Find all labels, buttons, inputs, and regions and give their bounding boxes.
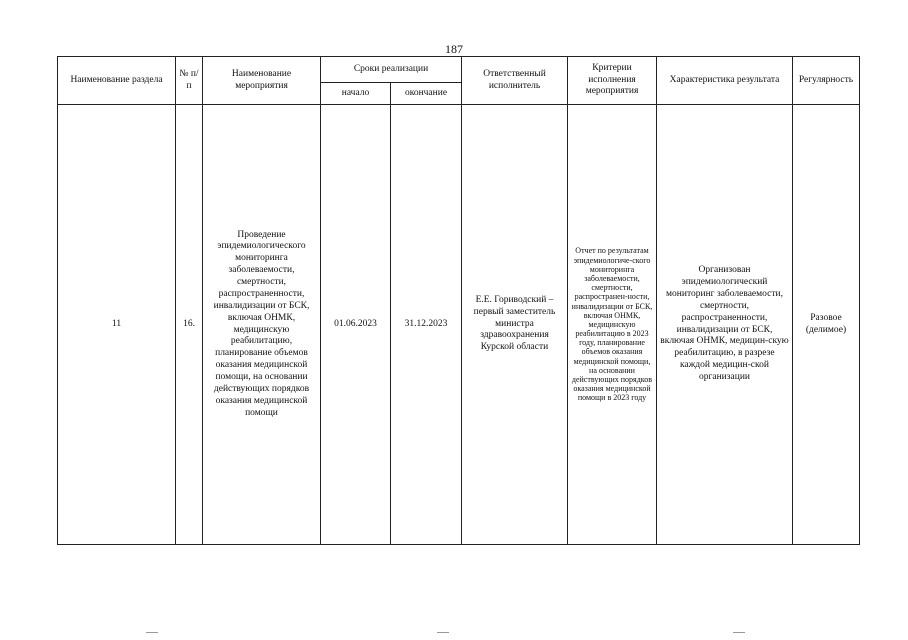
page-number: 187 [445,42,463,56]
cell-result: Организован эпидемиологический мониторинг заболеваемости, смертности, распространенности, инвалидизации от БСК, включая ОНМК, медицин-скую реабилитацию, в разрезе каждой медицин-ской организации [657,105,793,545]
scan-mark [733,632,745,633]
cell-criteria: Отчет по результатам эпидемиологиче-ского мониторинга заболеваемости, смертности, распространен-ности, инвалидизации от БСК, включая ОНМК, медицинскую реабилитацию в 2023 году, планирование объемов оказания медицинской помощи, на основании действующих порядков оказания медицинской помощи в 2023 году [568,105,657,545]
header-result: Характеристика результата [657,57,793,105]
header-section: Наименование раздела [58,57,176,105]
table-row [58,105,860,545]
header-num: № п/п [176,57,203,105]
cell-responsible: Е.Е. Гориводский – первый заместитель министра здравоохранения Курской области [462,105,568,545]
activity-plan-table [57,56,860,545]
cell-start: 01.06.2023 [321,105,391,545]
header-regularity: Регулярность [793,57,860,105]
cell-section: 11 [58,105,176,545]
header-row [58,57,860,83]
header-responsible: Ответственный исполнитель [462,57,568,105]
scan-mark [437,632,449,633]
header-criteria: Критерии исполнения мероприятия [568,57,657,105]
header-end: окончание [391,83,462,105]
cell-end: 31.12.2023 [391,105,462,545]
cell-num: 16. [176,105,203,545]
header-activity: Наименование мероприятия [203,57,321,105]
header-terms: Сроки реализации [321,57,462,83]
cell-activity: Проведение эпидемиологического мониторинга заболеваемости, смертности, распространенности, инвалидизации от БСК, включая ОНМК, медицинскую реабилитацию, планирование объемов оказания медицинской помощи, на основании действующих порядков оказания медицинской помощи [203,105,321,545]
header-start: начало [321,83,391,105]
scan-mark [146,632,158,633]
cell-regularity: Разовое (делимое) [793,105,860,545]
